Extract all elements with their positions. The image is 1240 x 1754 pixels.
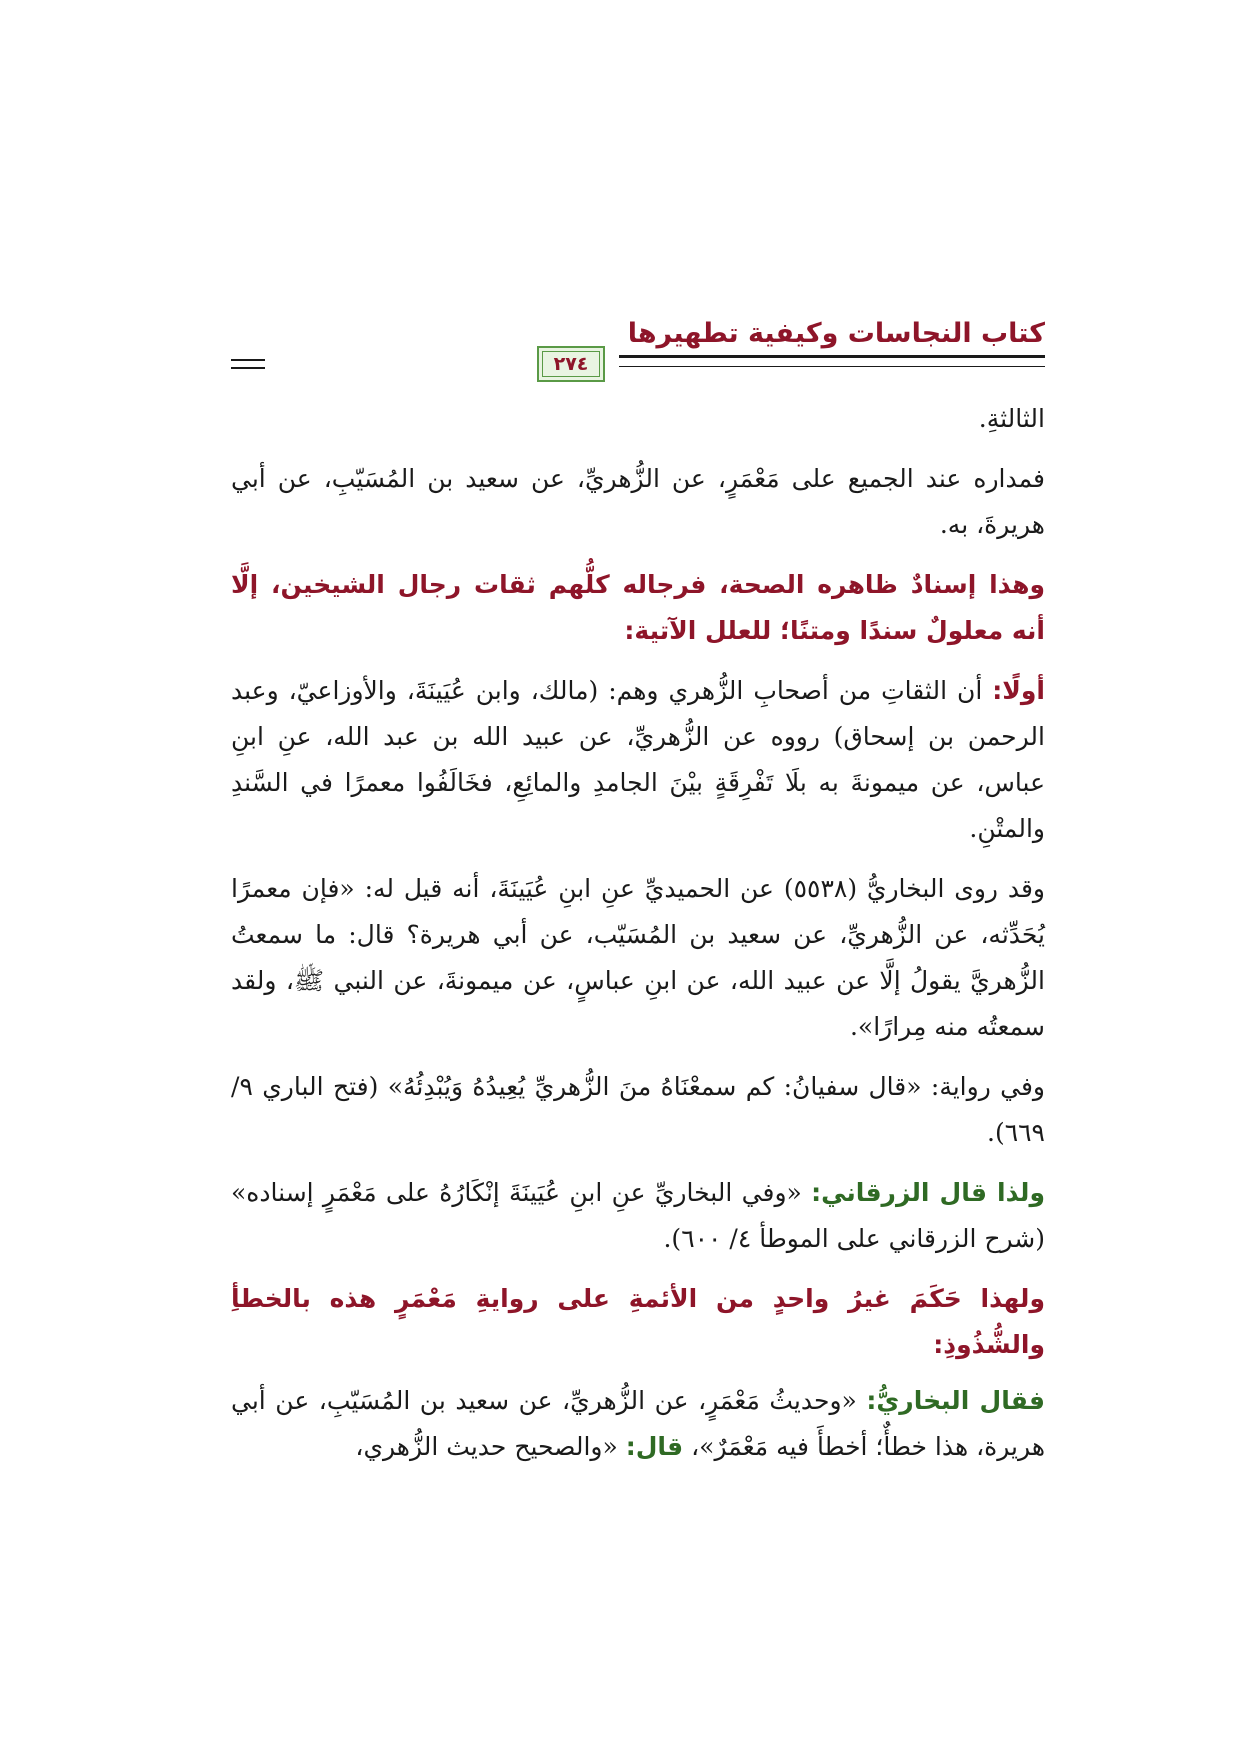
page-header <box>231 318 1045 378</box>
book-title: كتاب النجاسات وكيفية تطهيرها <box>627 318 1045 349</box>
bukhari-text-1: «وحديثُ مَعْمَرٍ، عن الزُّهريِّ، عن سعيد بن المُسَيّبِ، عن أبي هريرة، هذا خطأٌ؛ أخطأَ فيه مَعْمَرٌ»، <box>231 1386 1045 1461</box>
paragraph-bukhari-narration: وقد روى البخاريُّ (٥٥٣٨) عن الحميديِّ عنِ ابنِ عُيَينَةَ، أنه قيل له: «فإن معمرًا يُحَدِّثه، عن الزُّهريِّ، عن سعيد بن المُسَيّب، عن أبي هريرة؟ قال: ما سمعتُ الزُّهريَّ يقولُ إلَّا عن عبيد الله، عن ابنِ عباسٍ، عن ميمونةَ، عن النبي ﷺ، ولقد سمعتُه منه مِرارًا». <box>231 874 1045 1041</box>
paragraph-zurqani <box>231 1170 1045 1262</box>
page-number: ٢٧٤ <box>553 353 589 375</box>
paragraph-1: الثالثةِ. <box>978 404 1045 433</box>
paragraph-sufyan-narration: وفي رواية: «قال سفيانُ: كم سمعْنَاهُ منَ الزُّهريِّ يُعِيدُهُ وَيُبْدِئُهُ» (فتح الباري ٩/ ٦٦٩). <box>231 1072 1045 1147</box>
first-reason-label: أولًا: <box>992 676 1045 705</box>
zurqani-label: ولذا قال الزرقاني: <box>811 1178 1045 1207</box>
first-reason-text: أن الثقاتِ من أصحابِ الزُّهري وهم: (مالك، وابن عُيَينَةَ، والأوزاعيّ، وعبد الرحمن بن إسحاق) رووه عن الزُّهريِّ، عن عبيد الله بن عبد الله، عنِ ابنِ عباس، عن ميمونةَ به بلَا تَفْرِقَةٍ بيْنَ الجامدِ والمائِعِ، فخَالَفُوا معمرًا في السَّندِ والمتْنِ. <box>231 676 1045 843</box>
page-number-badge <box>537 346 605 382</box>
bukhari-text-2: «والصحيح حديث الزُّهري، <box>355 1432 626 1461</box>
paragraph-bukhari-verdict <box>231 1378 1045 1470</box>
paragraph-first-reason <box>231 668 1045 852</box>
zurqani-text: «وفي البخاريِّ عنِ ابنِ عُيَينَةَ إنْكَارُهُ على مَعْمَرٍ إسناده» (شرح الزرقاني على الموطأ ٤/ ٦٠٠). <box>231 1178 1045 1253</box>
highlighted-statement-2: ولهذا حَكَمَ غيرُ واحدٍ من الأئمةِ على روايةِ مَعْمَرٍ هذه بالخطأِ والشُّذُوذِ: <box>231 1284 1045 1359</box>
page-body <box>231 396 1045 1484</box>
paragraph-2: فمداره عند الجميع على مَعْمَرٍ، عن الزُّهريِّ، عن سعيد بن المُسَيّبِ، عن أبي هريرةَ، به. <box>231 464 1045 539</box>
bukhari-label: فقال البخاريُّ: <box>866 1386 1046 1415</box>
header-left-rule <box>231 359 265 369</box>
qal-label: قال: <box>625 1432 684 1461</box>
header-double-rule <box>619 355 1045 367</box>
highlighted-statement-1: وهذا إسنادٌ ظاهره الصحة، فرجاله كلُّهم ثقات رجال الشيخين، إلَّا أنه معلولٌ سندًا ومتنًا؛ للعلل الآتية: <box>231 570 1045 645</box>
